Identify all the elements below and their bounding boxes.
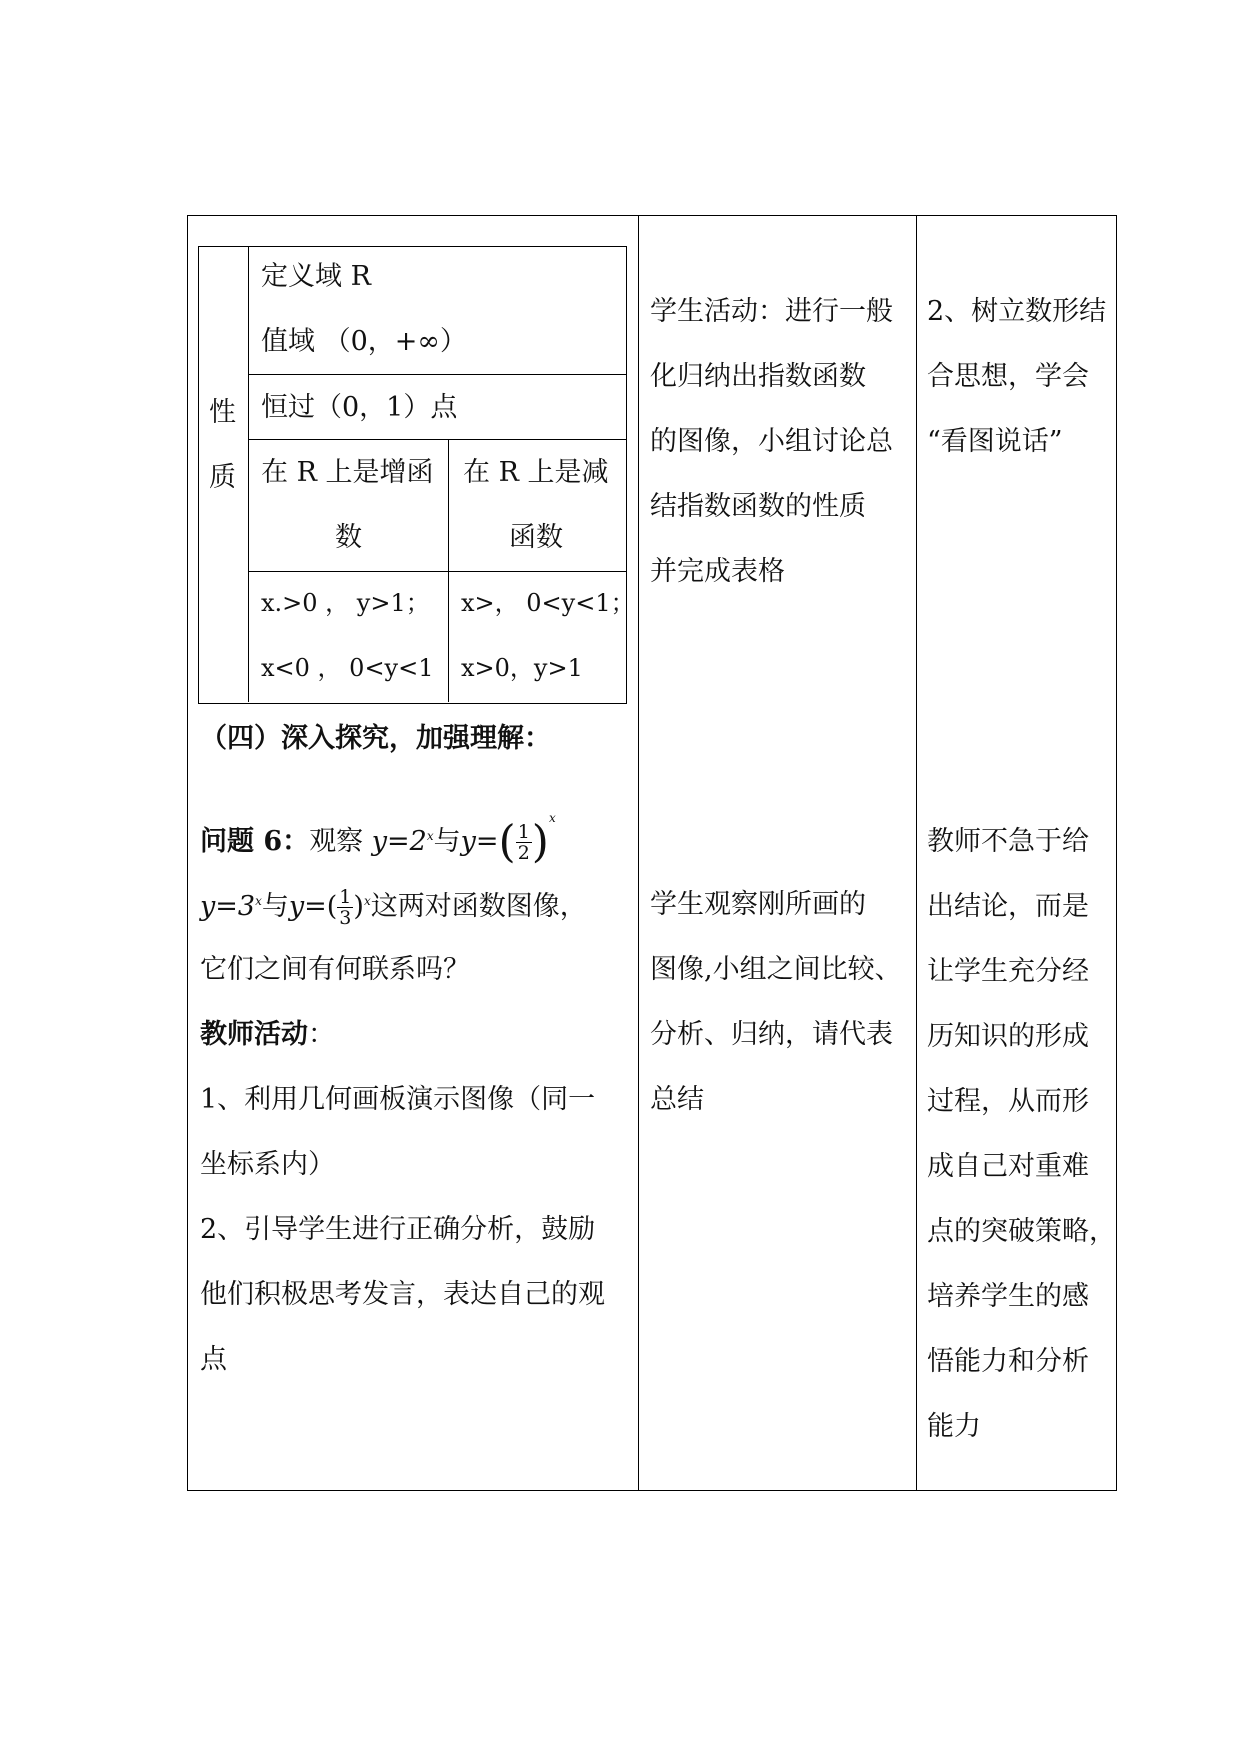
formula-exp-3: x (255, 894, 262, 908)
intent-text-line: 过程，从而形 (927, 1086, 1089, 1117)
formula-exp: x (426, 829, 434, 843)
question-line2: $y=3^x$与y=( $\frac{1}{3}$ )$^x$这两对函数图像， (200, 886, 587, 929)
formula-y-4: y (288, 891, 305, 922)
decreasing-condition-line1: x>， 0<y<1； (461, 589, 635, 617)
intent-text-line: “看图说话” (927, 426, 1063, 457)
increasing-condition-line1: x.>0 ， y>1； (261, 589, 430, 617)
formula-and: 与 (433, 826, 461, 857)
column-divider-1 (638, 216, 639, 1490)
increasing-condition-line2: x<0 ， 0<y<1 (261, 654, 434, 682)
intent-text-line: 合思想，学会 (927, 361, 1089, 392)
lesson-table (187, 215, 1117, 1491)
student-text-line: 结指数函数的性质 (650, 491, 866, 522)
intent-text-line: 2、树立数形结 (927, 296, 1107, 327)
intent-text-line: 历知识的形成 (927, 1021, 1089, 1052)
teacher-item: 坐标系内） (200, 1149, 335, 1180)
row-header-char-1: 性 (209, 397, 236, 428)
student-text-line: 学生观察刚所画的 (650, 889, 866, 920)
formula-eq-2: = (475, 826, 499, 857)
student-text-line: 化归纳出指数函数 (650, 361, 866, 392)
question-line3: 它们之间有何联系吗？ (200, 954, 470, 985)
formula-exp-4: x (363, 894, 371, 908)
increasing-text-line2: 数 (335, 522, 362, 553)
intent-text-line: 悟能力和分析 (927, 1346, 1089, 1377)
fraction-half (516, 822, 532, 863)
question-tail: 这两对函数图像， (370, 891, 587, 922)
intent-text-line: 点的突破策略， (927, 1216, 1116, 1247)
frac-den: 2 (517, 842, 530, 864)
teacher-colon: ： (308, 1019, 335, 1050)
student-text-line: 学生活动：进行一般 (650, 296, 893, 327)
increasing-text-line1: 在 R 上是增函 (261, 457, 434, 488)
formula-base3: 3 (237, 891, 256, 922)
decreasing-text-line2: 函数 (509, 522, 563, 553)
domain-text: 定义域 R (261, 261, 371, 292)
question-line1: 问题 6：观察 $y=2^x$与y=( $\frac{1}{2}$ )$^x$ (200, 811, 556, 868)
properties-table (198, 246, 635, 704)
teacher-item: 2、引导学生进行正确分析，鼓励 (200, 1214, 596, 1245)
fixed-point-text: 恒过（0，1）点 (261, 392, 458, 423)
decreasing-text-line1: 在 R 上是减 (463, 457, 609, 488)
teacher-heading-line (200, 1002, 335, 1067)
formula-and-2: 与 (261, 891, 289, 922)
frac-num-2: 1 (339, 886, 352, 908)
formula-eq-4: = (304, 891, 327, 922)
teacher-heading: 教师活动 (200, 1019, 308, 1050)
decreasing-condition-line2: x>0，y>1 (461, 654, 583, 682)
section-heading: （四）深入探究，加强理解： (200, 723, 551, 754)
intent-text-line: 出结论，而是 (927, 891, 1089, 922)
formula-y-2: y (460, 826, 476, 857)
teacher-item: 点 (200, 1344, 227, 1375)
student-text-line: 并完成表格 (650, 556, 785, 587)
formula-y: y (371, 826, 388, 857)
intent-text-line: 教师不急于给 (927, 826, 1089, 857)
properties-header-divider (248, 247, 249, 702)
question-observe: 观察 (309, 826, 364, 857)
intent-text-line: 让学生充分经 (927, 956, 1089, 987)
formula-eq: = (387, 826, 410, 857)
frac-num: 1 (517, 821, 530, 843)
intent-text-line: 能力 (927, 1411, 981, 1442)
range-text: 值域 （0，+∞） (261, 326, 467, 357)
question-label: 问题 6： (200, 826, 310, 857)
student-text-line: 图像,小组之间比较、 (650, 954, 902, 985)
column-divider-2 (916, 216, 917, 1490)
intent-text-line: 培养学生的感 (927, 1281, 1089, 1312)
formula-base2: 2 (409, 826, 427, 857)
formula-exp-2: x (548, 811, 556, 825)
student-text-line: 分析、归纳，请代表 (650, 1019, 893, 1050)
row-header-char-2: 质 (209, 462, 236, 493)
intent-text-line: 成自己对重难 (927, 1151, 1089, 1182)
student-text-line: 总结 (650, 1084, 704, 1115)
teacher-item: 1、利用几何画板演示图像（同一 (200, 1084, 596, 1115)
teacher-item: 他们积极思考发言，表达自己的观 (200, 1279, 605, 1310)
student-text-line: 的图像，小组讨论总 (650, 426, 893, 457)
fraction-third (337, 887, 353, 928)
formula-y-3: y (200, 891, 216, 922)
frac-den-2: 3 (339, 907, 352, 929)
formula-eq-3: = (215, 891, 238, 922)
properties-col-divider (448, 439, 449, 702)
